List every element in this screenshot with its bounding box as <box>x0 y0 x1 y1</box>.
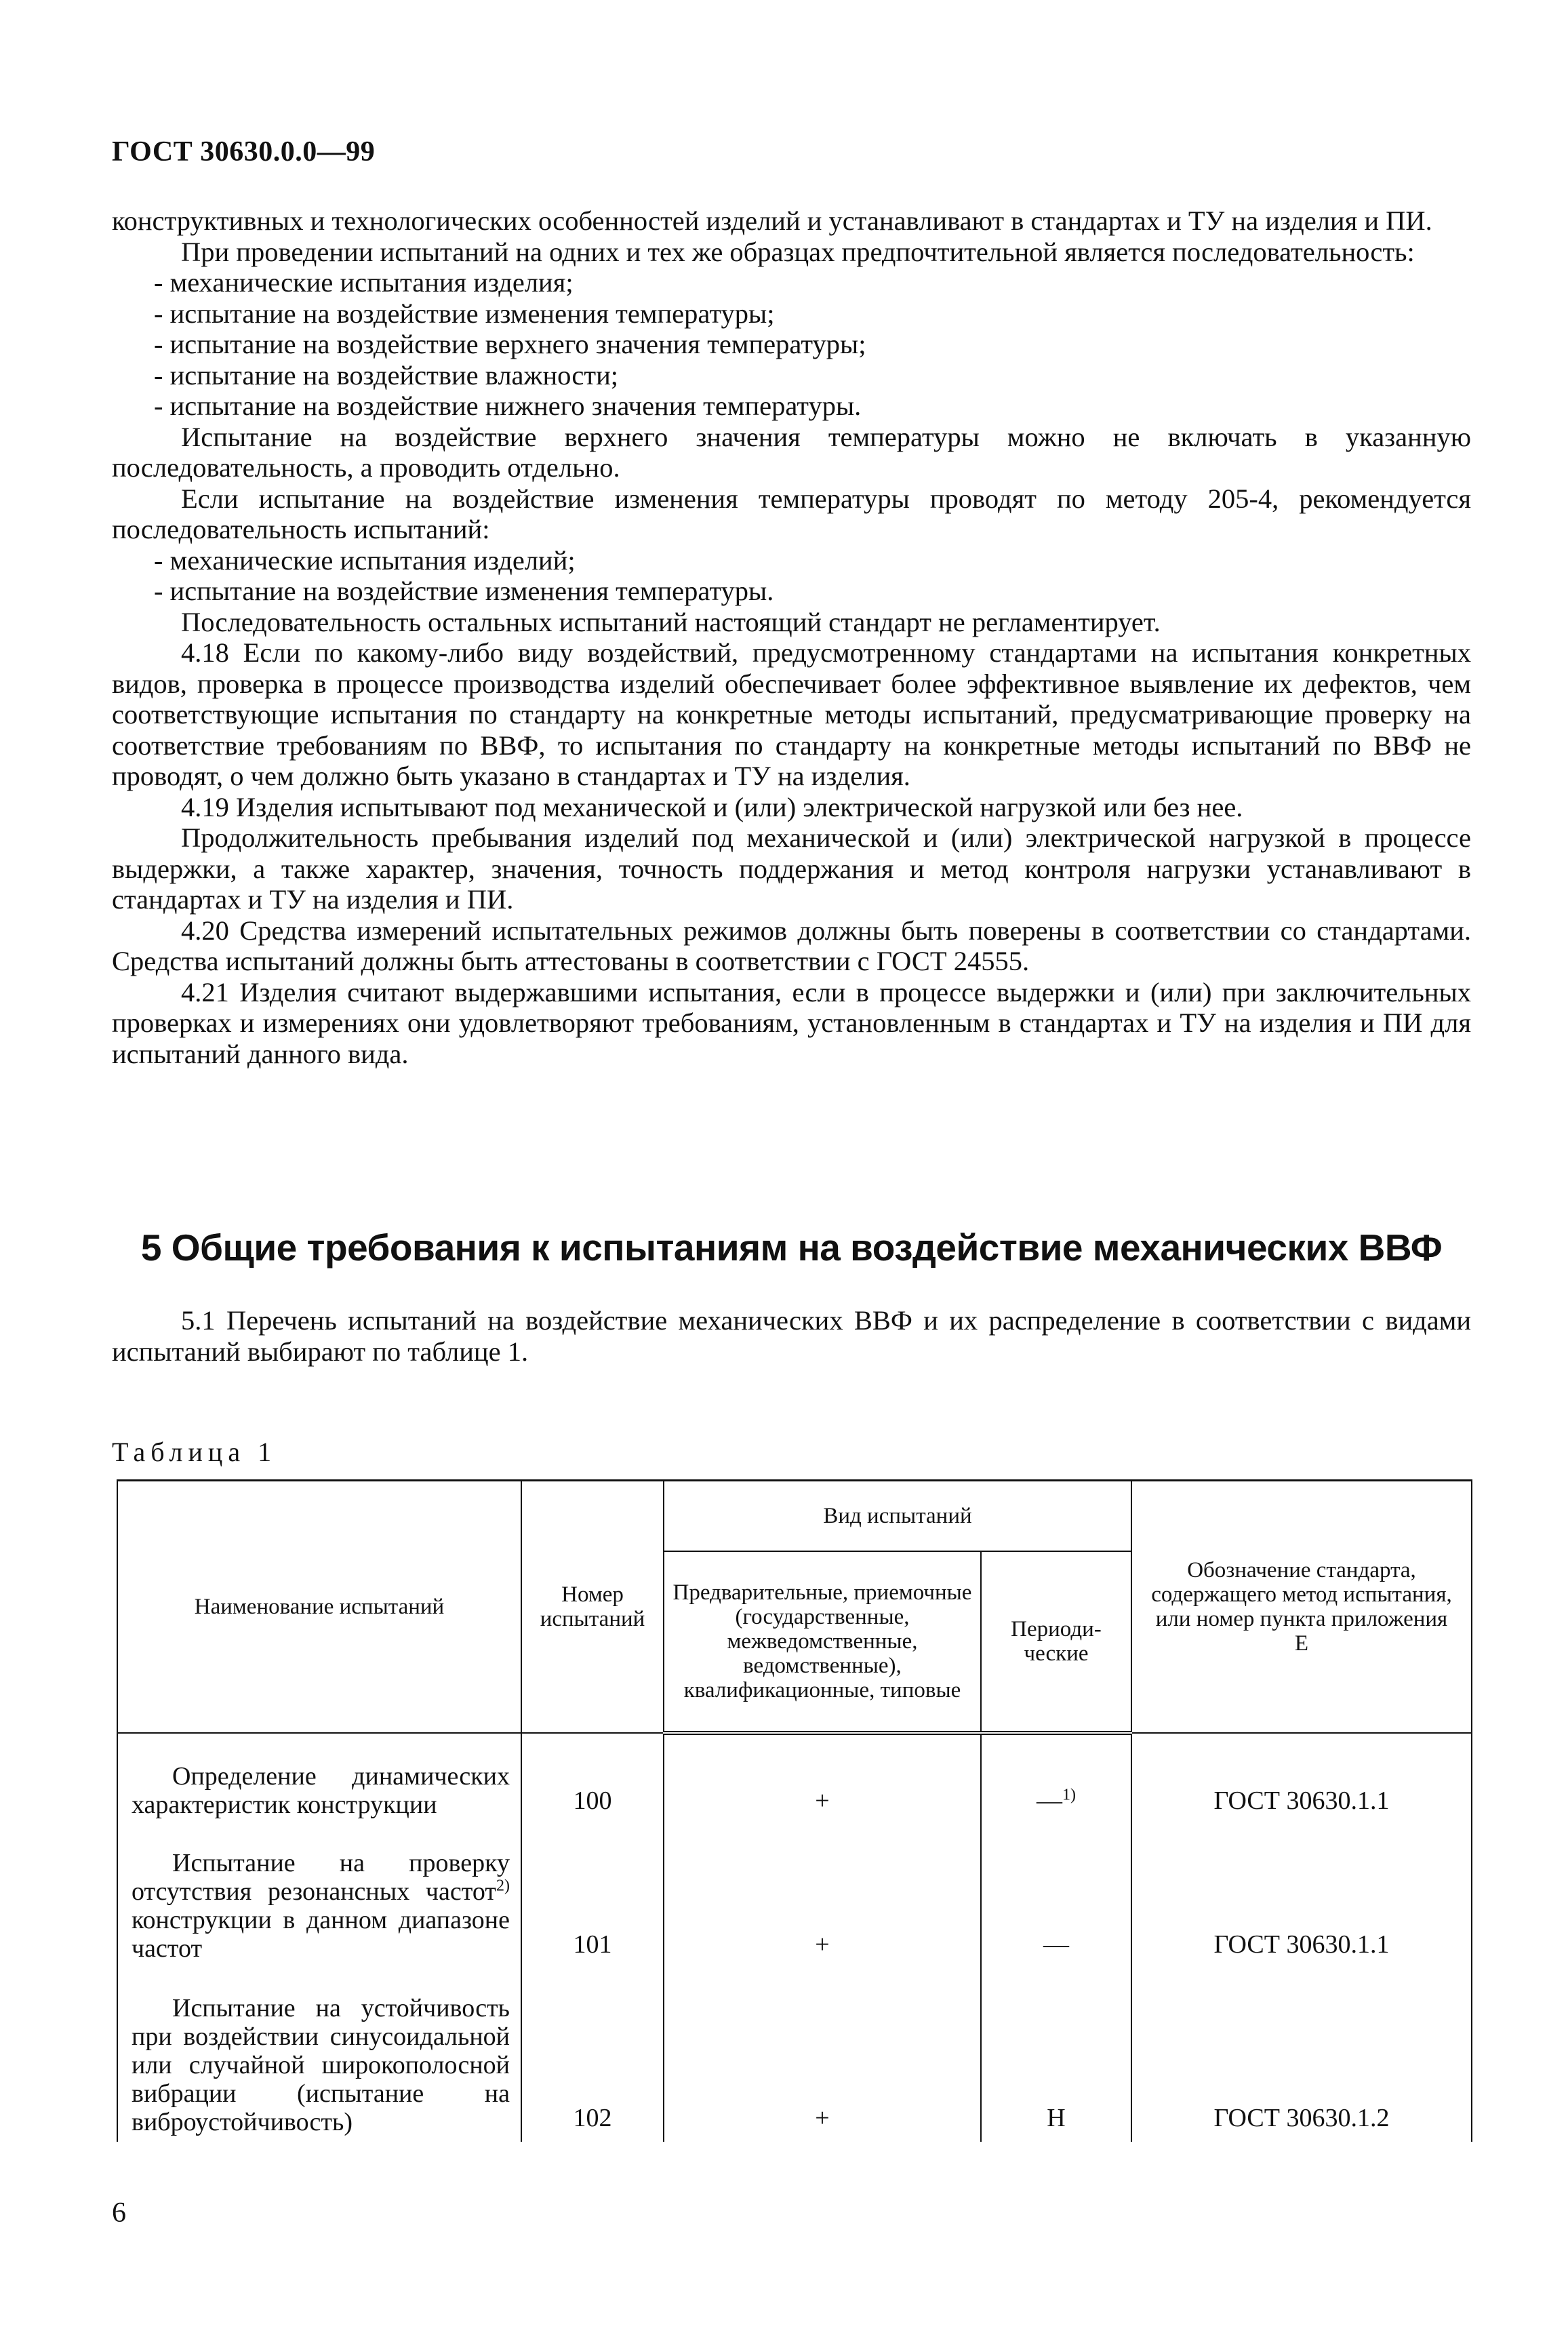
test-number-cell: 100 <box>521 1733 664 1824</box>
header-test-number: Номер испытаний <box>521 1481 664 1733</box>
paragraph: При проведении испытаний на одних и тех же образцах предпочтительной является последовательность: <box>181 236 1415 267</box>
periodic-cell: — <box>981 1824 1131 1968</box>
list-item: - механические испытания изделия; <box>154 267 574 298</box>
header-standard: Обозначение стандарта, содержащего метод испытания, или номер пункта приложения Е <box>1131 1481 1472 1733</box>
list-item: - испытание на воздействие изменения температуры; <box>154 298 775 329</box>
header-preliminary: Предварительные, приемочные (государственные, межведомственные, ведомственные), квалификационные, типовые <box>664 1551 981 1733</box>
tests-table <box>117 1479 1472 2142</box>
paragraph: Последовательность остальных испытаний настоящий стандарт не регламентирует. <box>181 606 1161 637</box>
header-test-kind: Вид испытаний <box>664 1481 1131 1551</box>
section-intro <box>112 1305 1471 1367</box>
test-number-cell: 102 <box>521 1968 664 2142</box>
test-name-cell: Определение динамических характеристик конструкции <box>117 1733 521 1824</box>
clause-4-21: 4.21 Изделия считают выдержавшими испытания, если в процессе выдержки и (или) при заключительных проверках и измерениях они удовлетворяют требованиям, установленным в стандартах и ТУ на изделия и ПИ для испытаний данного вида. <box>112 976 1471 1069</box>
preliminary-cell: + <box>664 1733 981 1824</box>
paragraph: Продолжительность пребывания изделий под механической и (или) электрической нагрузкой в процессе выдержки, а также характер, значения, точность поддержания и метод контроля нагрузки устанавливают в стандартах и ТУ на изделия и ПИ. <box>112 822 1471 915</box>
page-number: 6 <box>112 2197 126 2229</box>
table-caption: Таблица 1 <box>112 1437 277 1467</box>
clause-4-18: 4.18 Если по какому-либо виду воздействий, предусмотренному стандартами на испытания конкретных видов, проверка в процессе производства изделий обеспечивает более эффективное выявление их дефектов, чем соответствующие испытания по стандарту на конкретные методы испытаний, предусматривающие проверку на соответствие требованиям по ВВФ, то испытания по стандарту на конкретные методы испытаний по ВВФ не проводят, о чем должно быть указано в стандартах и ТУ на изделия. <box>112 637 1471 791</box>
test-name-cell: Испытание на устойчивость при воздействии синусоидальной или случайной широкополосной вибрации (испытание на виброустойчивость) <box>117 1968 521 2142</box>
list-item: - испытание на воздействие влажности; <box>154 359 619 391</box>
clause-5-1: 5.1 Перечень испытаний на воздействие механических ВВФ и их распределение в соответствии с видами испытаний выбирают по таблице 1. <box>112 1305 1471 1367</box>
standard-cell: ГОСТ 30630.1.2 <box>1131 1968 1472 2142</box>
table-row <box>117 1968 1472 2142</box>
paragraph: Испытание на воздействие верхнего значения температуры можно не включать в указанную последовательность, а проводить отдельно. <box>112 421 1471 483</box>
test-name-cell: Испытание на проверку отсутствия резонансных частот$^{2)}$ конструкции в данном диапазоне частот <box>117 1824 521 1968</box>
list-item: - испытание на воздействие нижнего значения температуры. <box>154 391 862 421</box>
periodic-cell: Н <box>981 1968 1131 2142</box>
standard-cell: ГОСТ 30630.1.1 <box>1131 1824 1472 1968</box>
clause-4-20: 4.20 Средства измерений испытательных режимов должны быть поверены в соответствии со стандартами. Средства испытаний должны быть аттестованы в соответствии с ГОСТ 24555. <box>112 915 1471 976</box>
standard-cell: ГОСТ 30630.1.1 <box>1131 1733 1472 1824</box>
table-row <box>117 1733 1472 1824</box>
document-header: ГОСТ 30630.0.0—99 <box>112 136 376 167</box>
header-periodic: Периоди-ческие <box>981 1551 1131 1733</box>
paragraph: Если испытание на воздействие изменения температуры проводят по методу 205-4, рекомендуется последовательность испытаний: <box>112 483 1471 544</box>
table-row <box>117 1824 1472 1968</box>
paragraph: конструктивных и технологических особенностей изделий и устанавливают в стандартах и ТУ на изделия и ПИ. <box>112 205 1432 236</box>
list-item: - испытание на воздействие верхнего значения температуры; <box>154 329 866 359</box>
clause-4-19: 4.19 Изделия испытывают под механической и (или) электрической нагрузкой или без нее. <box>181 791 1243 822</box>
preliminary-cell: + <box>664 1968 981 2142</box>
section-title: 5 Общие требования к испытаниям на воздействие механических ВВФ <box>140 1226 1443 1269</box>
preliminary-cell: + <box>664 1824 981 1968</box>
test-number-cell: 101 <box>521 1824 664 1968</box>
body-text <box>112 205 1471 1069</box>
list-item: - механические испытания изделий; <box>154 544 576 576</box>
periodic-cell: —$^{1)}$ <box>981 1733 1131 1824</box>
header-test-name: Наименование испытаний <box>117 1481 521 1733</box>
list-item: - испытание на воздействие изменения температуры. <box>154 576 774 606</box>
